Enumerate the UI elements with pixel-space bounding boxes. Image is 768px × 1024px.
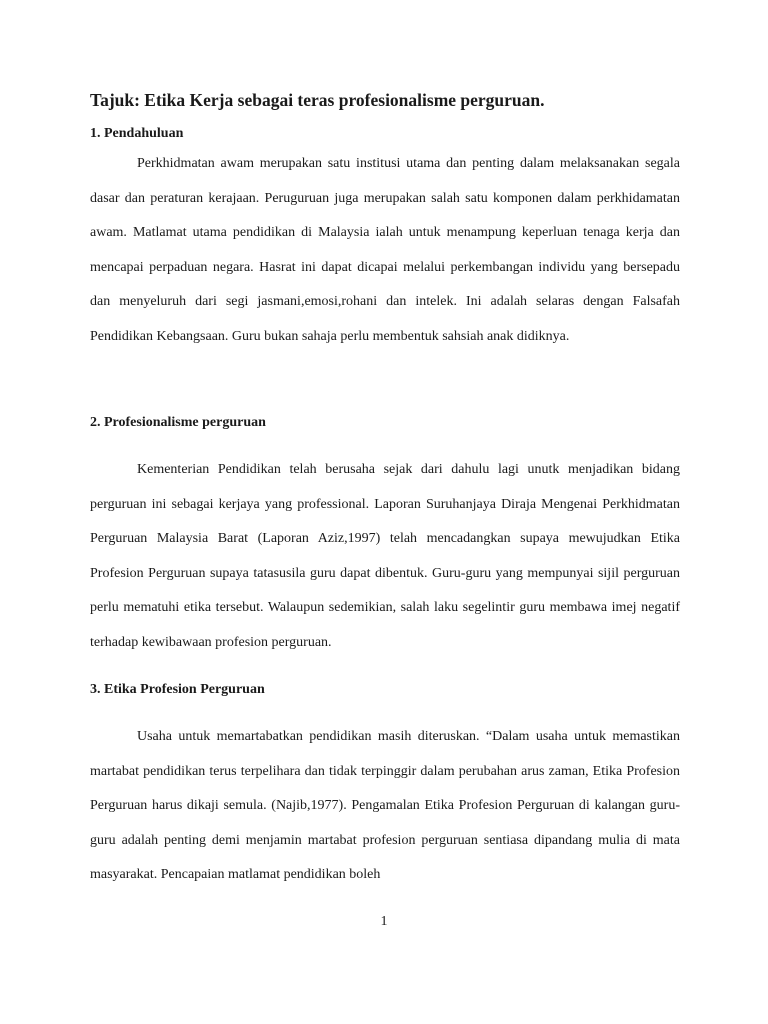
page-title: Tajuk: Etika Kerja sebagai teras profesionalisme perguruan. bbox=[90, 90, 545, 110]
section-paragraph-pendahuluan: Perkhidmatan awam merupakan satu institusi utama dan penting dalam melaksanakan segala dasar dan peraturan kerajaan. Peruguruan juga merupakan salah satu komponen dalam perkhidamatan awam. Matlamat utama pendidikan di Malaysia ialah untuk menampung keperluan tenaga kerja dan mencapai perpaduan negara. Hasrat ini dapat dicapai melalui perkembangan individu yang bersepadu dan menyeluruh dari segi jasmani,emosi,rohani dan intelek. Ini adalah selaras dengan Falsafah Pendidikan Kebangsaan. Guru bukan sahaja perlu membentuk sahsiah anak didiknya. bbox=[90, 156, 680, 344]
section-paragraph-etika-profesion: Usaha untuk memartabatkan pendidikan masih diteruskan. “Dalam usaha untuk memastikan martabat pendidikan terus terpelihara dan tidak terpinggir dalam perubahan arus zaman, Etika Profesion Perguruan harus dikaji semula. (Najib,1977). Pengamalan Etika Profesion Perguruan di kalangan guru-guru adalah penting demi menjamin martabat profesion perguruan sentiasa dipandang mulia di mata masyarakat. Pencapaian matlamat pendidikan boleh bbox=[90, 729, 680, 883]
section-heading-pendahuluan: 1. Pendahuluan bbox=[90, 126, 184, 141]
page-number: 1 bbox=[380, 914, 388, 929]
section-paragraph-profesionalisme: Kementerian Pendidikan telah berusaha sejak dari dahulu lagi unutk menjadikan bidang perguruan ini sebagai kerjaya yang professional. Laporan Suruhanjaya Diraja Mengenai Perkhidmatan Perguruan Malaysia Barat (Laporan Aziz,1997) telah mencadangkan supaya mewujudkan Etika Profesion Perguruan supaya tatasusila guru dapat dibentuk. Guru-guru yang mempunyai sijil perguruan perlu mematuhi etika tersebut. Walaupun sedemikian, salah laku segelintir guru membawa imej negatif terhadap kewibawaan profesion perguruan. bbox=[90, 462, 680, 650]
section-heading-profesionalisme: 2. Profesionalisme perguruan bbox=[90, 415, 266, 430]
section-heading-etika-profesion: 3. Etika Profesion Perguruan bbox=[90, 682, 265, 697]
